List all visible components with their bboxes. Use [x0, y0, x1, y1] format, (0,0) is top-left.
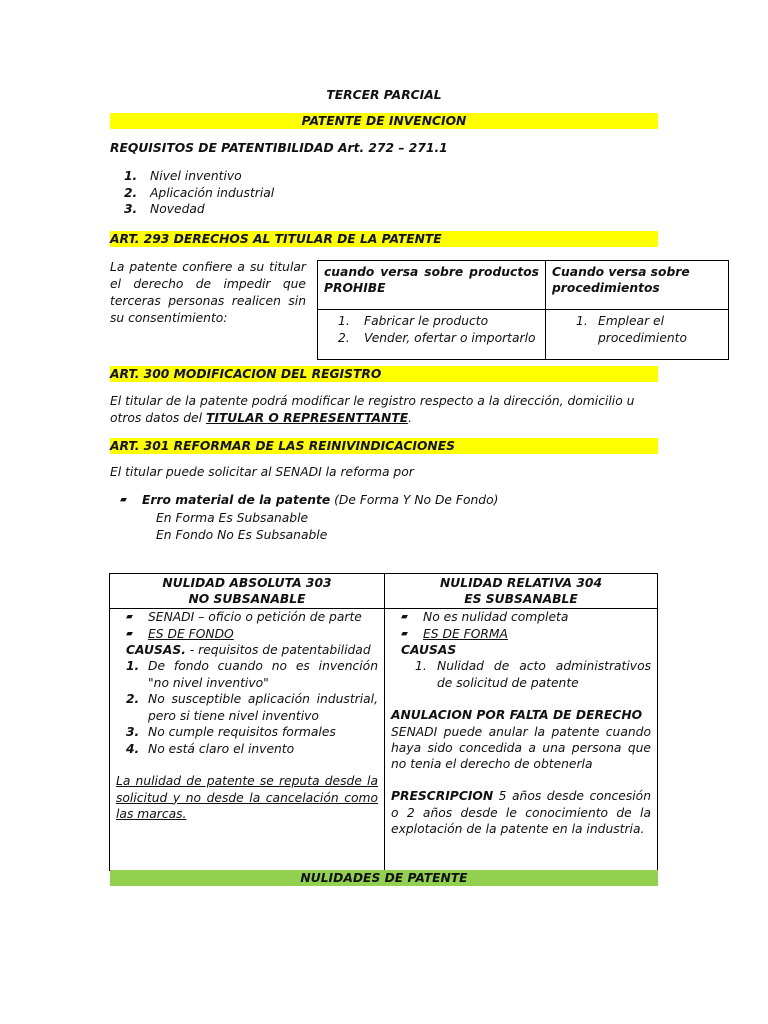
nulidad-table [109, 573, 658, 871]
list-item: 3. Novedad [124, 202, 205, 216]
art293-table [317, 260, 729, 360]
section-band-art300: ART. 300 MODIFICACION DEL REGISTRO [110, 366, 658, 382]
art301-line1: En Forma Es Subsanable [156, 510, 309, 525]
anulacion-heading: ANULACION POR FALTA DE DERECHO [391, 708, 643, 723]
products-cell: 1. Fabricar le producto 2. Vender, ofertar o importarlo [318, 310, 546, 360]
art301-text: El titular puede solicitar al SENADI la reforma por [110, 465, 414, 479]
section-band-patente: PATENTE DE INVENCION [110, 113, 658, 129]
art293-text: La patente confiere a su titular el derecho de impedir que terceras personas realicen sin su consentimiento: [110, 260, 306, 325]
nulidad-relativa-cell: ▰ No es nulidad completa ▰ ES DE FORMA CAUSAS 1. Nulidad de acto administrativos de solicitud de patente ANULACION POR FALTA DE DERECHO SENADI puede anular la patente cuando haya sido concedida a una persona que no tenia el derecho de obtenerla PRESCRIPCION 5 años desde concesión o 2 años desde le conocimiento de la explotación de la patente en la industria. [385, 609, 658, 871]
anulacion-text: SENADI puede anular la patente cuando haya sido concedida a una persona que no tenia el derecho de obtenerla [391, 724, 651, 772]
procedures-header: Cuando versa sobre procedimientos [546, 261, 729, 310]
nulidad-note: La nulidad de patente se reputa desde la solicitud y no desde la cancelación como las marcas. [116, 774, 378, 821]
art300-text: El titular de la patente podrá modificar le registro respecto a la dirección, domicilio u otros datos del TITULAR O REPRESENTTANTE. [110, 394, 635, 425]
prescripcion-text: PRESCRIPCION 5 años desde concesión o 2 años desde le conocimiento de la explotación de la patente en la industria. [391, 789, 651, 837]
bullet-icon: ▰ [120, 495, 127, 505]
requisitos-heading: REQUISITOS DE PATENTIBILIDAD Art. 272 – 271.1 [110, 141, 448, 155]
art301-line2: En Fondo No Es Subsanable [156, 528, 328, 542]
nulidad-relativa-header: NULIDAD RELATIVA 304 ES SUBSANABLE [385, 574, 658, 609]
list-item: 1. Nivel inventivo [124, 169, 242, 183]
nulidad-absoluta-cell: ▰ SENADI – oficio o petición de parte ▰ ES DE FONDO CAUSAS. - requisitos de patentabilidad 1. De fondo cuando no es invención "no nivel inventivo" 2. No susceptible aplicación industrial, pero si tiene nivel inventivo 3. No cumple requisitos formales 4. No está claro el invento La nulidad de patente se reputa desde la solicitud y no desde la cancelación como las marcas. [110, 609, 385, 871]
section-band-art301: ART. 301 REFORMAR DE LAS REINIVINDICACIONES [110, 438, 658, 454]
section-band-art293: ART. 293 DERECHOS AL TITULAR DE LA PATENTE [110, 231, 658, 247]
page-title: TERCER PARCIAL [326, 88, 442, 102]
requisitos-list [110, 168, 410, 218]
art301-bullet: ▰ Erro material de la patente (De Forma Y No De Fondo) En Forma Es Subsanable En Fondo No Es Subsanable [110, 492, 658, 545]
procedures-cell: 1. Emplear el procedimiento [546, 310, 729, 360]
footer-band-nulidades: NULIDADES DE PATENTE [110, 870, 658, 886]
list-item: 2. Aplicación industrial [124, 185, 275, 200]
products-header: cuando versa sobre productos PROHIBE [318, 261, 546, 310]
nulidad-absoluta-header: NULIDAD ABSOLUTA 303 NO SUBSANABLE [110, 574, 385, 609]
